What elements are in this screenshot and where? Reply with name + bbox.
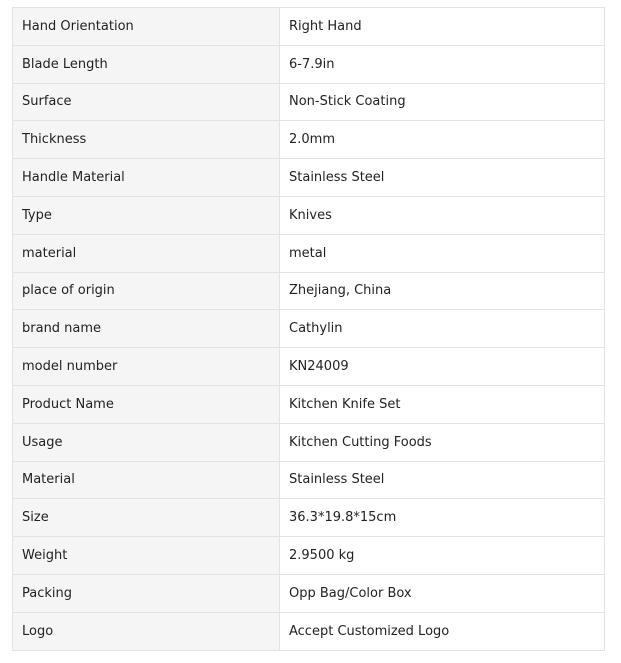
spec-value: Knives	[280, 196, 605, 234]
spec-value: Opp Bag/Color Box	[280, 574, 605, 612]
spec-value: 36.3*19.8*15cm	[280, 499, 605, 537]
spec-label: Product Name	[13, 385, 280, 423]
spec-label: Size	[13, 499, 280, 537]
spec-value: Stainless Steel	[280, 159, 605, 197]
spec-label: Handle Material	[13, 159, 280, 197]
spec-value: Stainless Steel	[280, 461, 605, 499]
spec-label: place of origin	[13, 272, 280, 310]
spec-value: 6-7.9in	[280, 45, 605, 83]
table-row	[13, 234, 605, 272]
table-row	[13, 45, 605, 83]
table-row	[13, 612, 605, 650]
spec-label: Usage	[13, 423, 280, 461]
spec-label: brand name	[13, 310, 280, 348]
table-row	[13, 121, 605, 159]
table-row	[13, 83, 605, 121]
spec-label: material	[13, 234, 280, 272]
spec-label: Thickness	[13, 121, 280, 159]
spec-value: KN24009	[280, 348, 605, 386]
spec-value: Non-Stick Coating	[280, 83, 605, 121]
table-row	[13, 348, 605, 386]
spec-value: Kitchen Cutting Foods	[280, 423, 605, 461]
spec-value: 2.9500 kg	[280, 537, 605, 575]
spec-label: Surface	[13, 83, 280, 121]
spec-value: Right Hand	[280, 8, 605, 46]
spec-label: Material	[13, 461, 280, 499]
spec-label: Blade Length	[13, 45, 280, 83]
table-row	[13, 8, 605, 46]
table-row	[13, 537, 605, 575]
table-row	[13, 423, 605, 461]
spec-value: Cathylin	[280, 310, 605, 348]
table-row	[13, 461, 605, 499]
spec-label: Packing	[13, 574, 280, 612]
table-row	[13, 310, 605, 348]
spec-label: model number	[13, 348, 280, 386]
table-row	[13, 499, 605, 537]
spec-label: Logo	[13, 612, 280, 650]
product-spec-table	[12, 7, 605, 651]
spec-label: Hand Orientation	[13, 8, 280, 46]
spec-value: metal	[280, 234, 605, 272]
table-row	[13, 196, 605, 234]
spec-value: Accept Customized Logo	[280, 612, 605, 650]
spec-value: Zhejiang, China	[280, 272, 605, 310]
spec-label: Weight	[13, 537, 280, 575]
table-row	[13, 272, 605, 310]
table-row	[13, 385, 605, 423]
spec-value: 2.0mm	[280, 121, 605, 159]
spec-value: Kitchen Knife Set	[280, 385, 605, 423]
table-row	[13, 574, 605, 612]
spec-label: Type	[13, 196, 280, 234]
table-row	[13, 159, 605, 197]
